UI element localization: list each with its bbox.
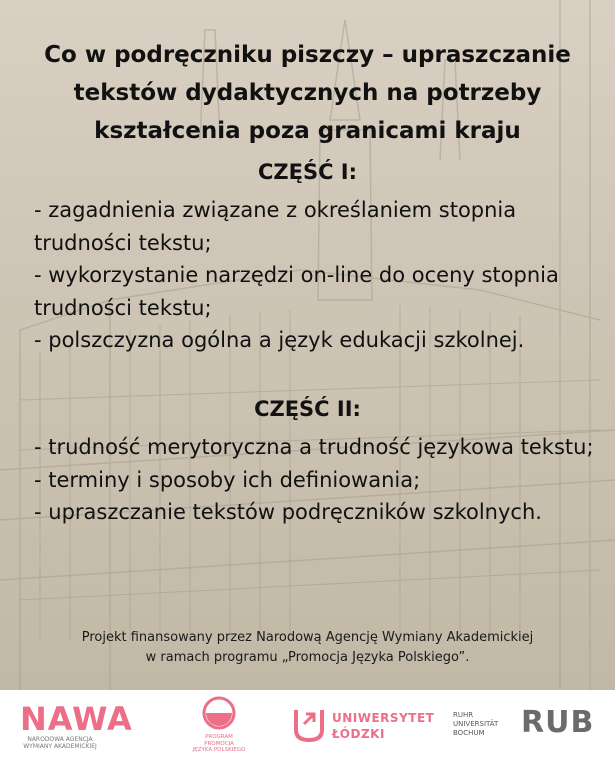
funding-note	[20, 628, 595, 668]
lodz-wordmark	[332, 710, 434, 742]
rub-logo: RUB	[521, 705, 595, 740]
ruhr-line-3: BOCHUM	[453, 729, 485, 737]
program-line-3: JĘZYKA POLSKIEGO	[192, 747, 246, 753]
lodz-line-1: UNIWERSYTET	[332, 711, 435, 725]
program-logo	[184, 696, 254, 762]
program-emblem-icon	[199, 696, 239, 730]
list-item: - upraszczanie tekstów podręczników szkolnych.	[34, 500, 542, 524]
nawa-logo	[20, 702, 146, 754]
funding-line-2: w ramach programu „Promocja Języka Polskiego”.	[145, 650, 470, 665]
section-2-list	[34, 431, 594, 529]
nawa-wordmark: NAWA	[20, 700, 133, 738]
program-line-2: PROMOCJA	[204, 740, 234, 747]
lodz-line-2: ŁÓDZKI	[332, 727, 385, 741]
poster-title: Co w podręczniku piszczy – upraszczanie tekstów dydaktycznych na potrzeby kształcenia poza granicami kraju	[44, 42, 571, 144]
program-line-1: PROGRAM	[205, 734, 233, 740]
section-2-heading: CZĘŚĆ II:	[254, 397, 361, 421]
list-item: - polszczyzna ogólna a język edukacji szkolnej.	[34, 328, 525, 352]
logo-bar	[0, 690, 615, 768]
funding-line-1: Projekt finansowany przez Narodową Agencję Wymiany Akademickiej	[81, 630, 534, 645]
ruhr-line-1: RUHR	[453, 711, 474, 719]
lodz-university-logo	[292, 704, 435, 750]
section-1-heading: CZĘŚĆ I:	[257, 160, 358, 184]
nawa-subtitle-2: WYMIANY AKADEMICKIEJ	[23, 743, 97, 750]
list-item: - wykorzystanie narzędzi on-line do oceny stopnia trudności tekstu;	[34, 263, 559, 320]
list-item: - terminy i sposoby ich definiowania;	[34, 467, 421, 492]
nawa-subtitle-1: NARODOWA AGENCJA	[27, 736, 93, 743]
lodz-emblem-icon	[292, 704, 326, 744]
ruhr-university-text	[453, 711, 498, 738]
list-item: - trudność merytoryczna a trudność językowa tekstu;	[34, 435, 594, 459]
list-item: - zagadnienia związane z określaniem stopnia trudności tekstu;	[34, 198, 517, 255]
section-1-list	[34, 194, 594, 357]
ruhr-line-2: UNIVERSITÄT	[453, 720, 499, 728]
